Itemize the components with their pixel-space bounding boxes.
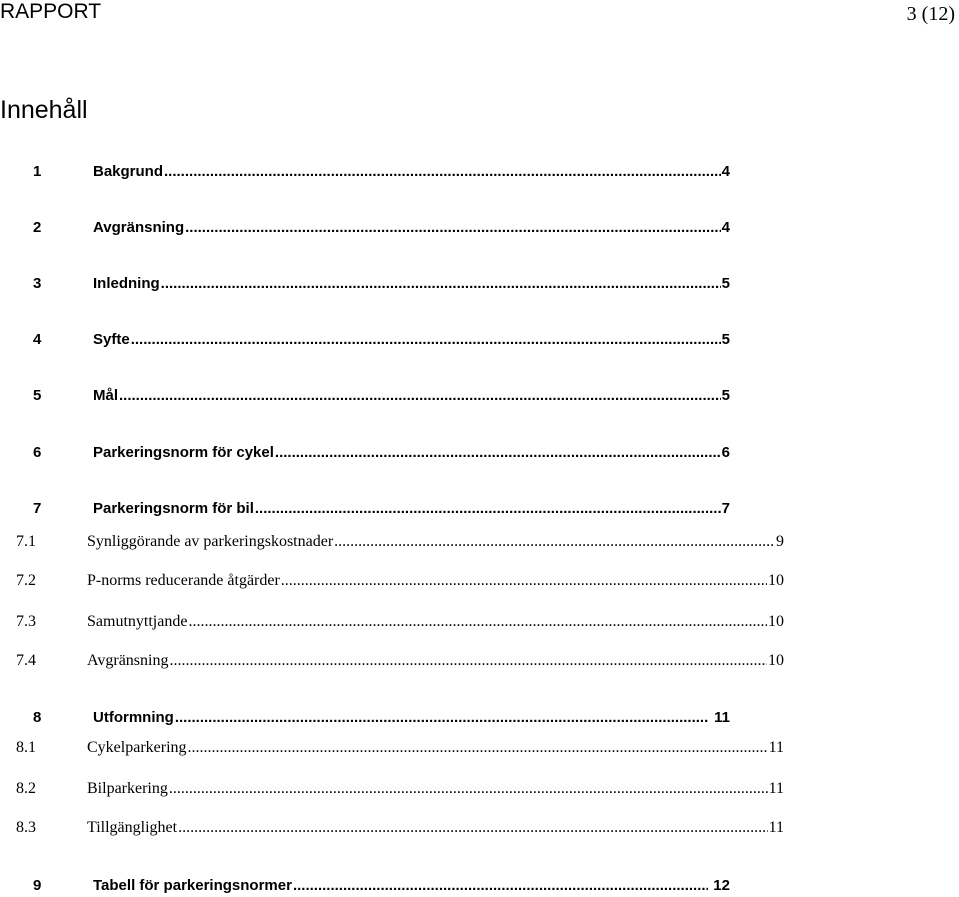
toc-entry-page: 4 <box>721 163 730 180</box>
toc-entry-page: 5 <box>721 331 730 348</box>
toc-entry-title: P-norms reducerande åtgärder <box>87 572 280 589</box>
toc-entry-1[interactable] <box>33 162 730 182</box>
toc-dot-leader <box>255 499 721 519</box>
toc-entry-number: 7.4 <box>16 652 36 669</box>
toc-entry-page: 10 <box>768 572 784 589</box>
toc-entry-number: 4 <box>33 331 42 348</box>
toc-entry-title: Tabell för parkeringsnormer <box>93 877 292 894</box>
toc-entry-number: 5 <box>33 387 42 404</box>
toc-entry-7-3[interactable] <box>16 612 784 632</box>
toc-entry-page: 11 <box>768 780 784 797</box>
toc-entry-5[interactable] <box>33 386 730 406</box>
toc-entry-8-3[interactable] <box>16 818 784 838</box>
toc-entry-page: 10 <box>768 613 784 630</box>
toc-entry-6[interactable] <box>33 443 730 463</box>
toc-entry-number: 8.3 <box>16 819 36 836</box>
toc-entry-title: Mål <box>93 387 119 404</box>
toc-entry-title: Inledning <box>93 275 160 292</box>
toc-dot-leader <box>188 738 768 758</box>
toc-entry-7-1[interactable] <box>16 532 784 552</box>
toc-entry-number: 7.1 <box>16 533 36 550</box>
toc-dot-leader <box>178 818 768 838</box>
toc-entry-8-2[interactable] <box>16 779 784 799</box>
toc-entry-number: 7 <box>33 500 42 517</box>
toc-entry-8[interactable] <box>33 708 730 728</box>
toc-dot-leader <box>131 330 721 350</box>
toc-entry-number: 2 <box>33 219 42 236</box>
toc-entry-title: Parkeringsnorm för cykel <box>93 444 274 461</box>
toc-entry-8-1[interactable] <box>16 738 784 758</box>
toc-entry-3[interactable] <box>33 274 730 294</box>
report-header-label: RAPPORT <box>0 0 102 23</box>
toc-title: Innehåll <box>0 96 88 124</box>
toc-entry-title: Bakgrund <box>93 163 164 180</box>
toc-entry-title: Bilparkering <box>87 780 168 797</box>
toc-entry-page: 11 <box>709 709 730 726</box>
toc-entry-page: 11 <box>768 819 784 836</box>
toc-entry-page: 7 <box>721 500 730 517</box>
toc-entry-2[interactable] <box>33 218 730 238</box>
toc-entry-page: 6 <box>721 444 730 461</box>
toc-dot-leader <box>119 386 721 406</box>
toc-entry-9[interactable] <box>33 876 730 896</box>
toc-entry-page: 4 <box>721 219 730 236</box>
toc-entry-title: Samutnyttjande <box>87 613 188 630</box>
toc-entry-number: 9 <box>33 877 42 894</box>
toc-entry-number: 8.1 <box>16 739 36 756</box>
toc-entry-title: Synliggörande av parkeringskostnader <box>87 533 334 550</box>
toc-entry-number: 6 <box>33 444 42 461</box>
toc-entry-page: 10 <box>768 652 784 669</box>
toc-dot-leader <box>334 532 775 552</box>
toc-entry-title: Tillgänglighet <box>87 819 178 836</box>
toc-entry-title: Cykelparkering <box>87 739 187 756</box>
toc-dot-leader <box>281 571 767 591</box>
toc-entry-7-2[interactable] <box>16 571 784 591</box>
toc-dot-leader <box>293 876 708 896</box>
toc-dot-leader <box>275 443 721 463</box>
toc-dot-leader <box>169 651 767 671</box>
toc-entry-page: 5 <box>721 275 730 292</box>
toc-entry-number: 3 <box>33 275 42 292</box>
toc-entry-title: Avgränsning <box>87 652 169 669</box>
toc-entry-7[interactable] <box>33 499 730 519</box>
toc-dot-leader <box>188 612 767 632</box>
toc-entry-number: 8 <box>33 709 42 726</box>
toc-entry-number: 7.2 <box>16 572 36 589</box>
toc-entry-number: 7.3 <box>16 613 36 630</box>
toc-dot-leader <box>164 162 721 182</box>
toc-entry-page: 11 <box>768 739 784 756</box>
toc-entry-number: 1 <box>33 163 42 180</box>
toc-entry-title: Syfte <box>93 331 130 348</box>
toc-entry-7-4[interactable] <box>16 651 784 671</box>
toc-entry-4[interactable] <box>33 330 730 350</box>
toc-entry-page: 9 <box>776 533 784 550</box>
toc-entry-page: 12 <box>709 877 730 894</box>
page-number: 3 (12) <box>906 3 955 25</box>
toc-dot-leader <box>161 274 721 294</box>
toc-entry-number: 8.2 <box>16 780 36 797</box>
toc-dot-leader <box>169 779 768 799</box>
toc-dot-leader <box>185 218 721 238</box>
toc-entry-page: 5 <box>721 387 730 404</box>
toc-entry-title: Utformning <box>93 709 174 726</box>
toc-entry-title: Parkeringsnorm för bil <box>93 500 254 517</box>
toc-entry-title: Avgränsning <box>93 219 185 236</box>
toc-dot-leader <box>175 708 709 728</box>
